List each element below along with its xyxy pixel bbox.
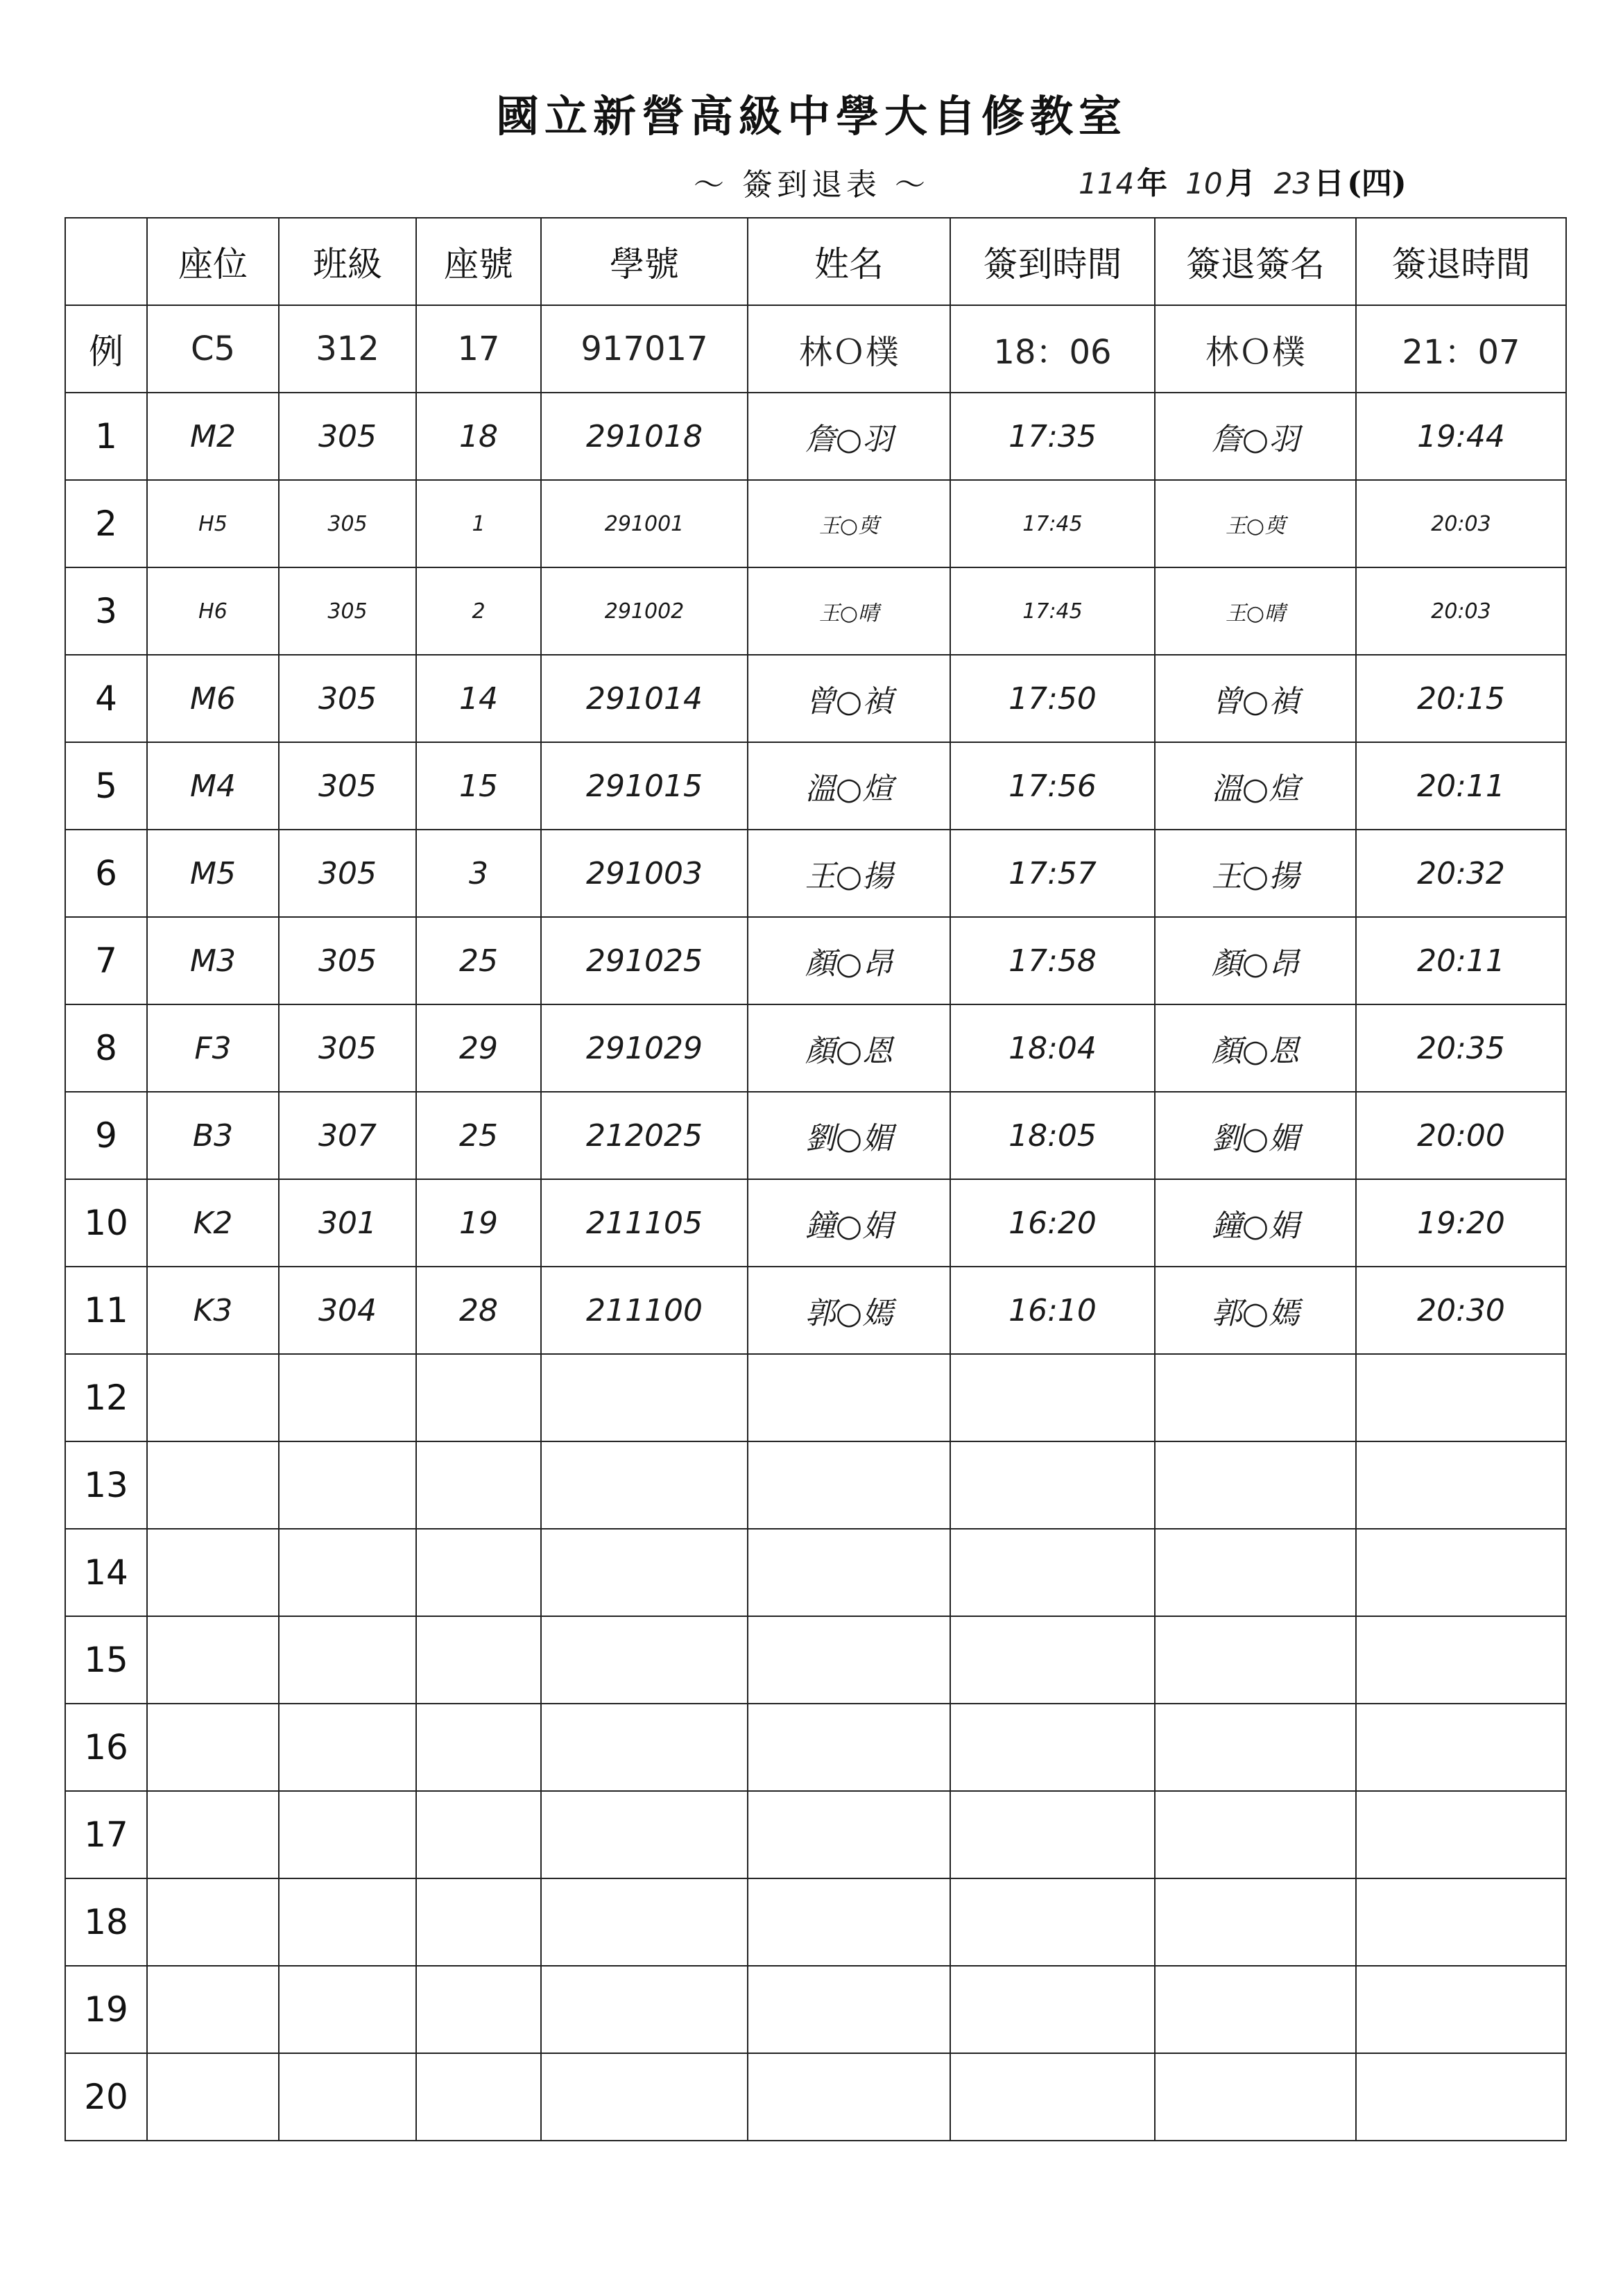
cell-student-id: 291002 (541, 567, 748, 655)
cell-checkout: 20:32 (1356, 830, 1566, 917)
cell-student-id: 291018 (541, 393, 748, 480)
cell-class: 305 (279, 567, 416, 655)
cell-checkout-sign: 曾○禎 (1155, 655, 1356, 742)
cell-checkin (950, 1441, 1155, 1529)
example-row (65, 305, 1566, 393)
cell-checkout: 20:03 (1356, 480, 1566, 567)
signin-table (65, 217, 1567, 2141)
cell-seat: H5 (147, 480, 279, 567)
cell-checkout (1356, 1966, 1566, 2053)
cell-name: 王○揚 (748, 830, 950, 917)
row-label: 14 (65, 1529, 147, 1616)
cell-number: 14 (416, 655, 541, 742)
cell-name: 顏○昂 (748, 917, 950, 1004)
cell-name (748, 1441, 950, 1529)
cell-number: 19 (416, 1179, 541, 1267)
cell-checkin (950, 2053, 1155, 2141)
cell-student-id (541, 2053, 748, 2141)
page-title: 國立新營高級中學大自修教室 (495, 91, 1127, 142)
cell-checkout-sign: 王○晴 (1155, 567, 1356, 655)
cell-checkout-sign (1155, 1966, 1356, 2053)
cell-checkin (950, 1529, 1155, 1616)
form-subtitle: ～ 簽到退表 ～ (694, 167, 929, 203)
table-row (65, 1354, 1566, 1441)
cell-class (279, 1878, 416, 1966)
cell-number (416, 1616, 541, 1704)
cell-checkout-sign: 鐘○娟 (1155, 1179, 1356, 1267)
cell-checkout-sign (1155, 1704, 1356, 1791)
row-label: 19 (65, 1966, 147, 2053)
cell-seat: M3 (147, 917, 279, 1004)
row-label: 例 (65, 305, 147, 393)
row-label: 13 (65, 1441, 147, 1529)
cell-checkout-sign (1155, 1616, 1356, 1704)
date-year-unit: 年 (1137, 166, 1168, 201)
cell-number (416, 1966, 541, 2053)
cell-name: 郭○嫣 (748, 1267, 950, 1354)
row-label: 16 (65, 1704, 147, 1791)
cell-checkout-sign (1155, 1354, 1356, 1441)
cell-checkout: 20:03 (1356, 567, 1566, 655)
cell-checkout (1356, 1616, 1566, 1704)
cell-checkin: 18:05 (950, 1092, 1155, 1179)
cell-class (279, 1966, 416, 2053)
row-label: 8 (65, 1004, 147, 1092)
cell-seat: M4 (147, 742, 279, 830)
date-day: 23 (1273, 166, 1312, 200)
cell-name: 王○萸 (748, 480, 950, 567)
cell-checkin: 18：06 (950, 305, 1155, 393)
cell-checkin (950, 1354, 1155, 1441)
row-label: 2 (65, 480, 147, 567)
cell-checkout: 21：07 (1356, 305, 1566, 393)
row-label: 15 (65, 1616, 147, 1704)
table-row (65, 480, 1566, 567)
cell-class (279, 1441, 416, 1529)
cell-checkin: 17:50 (950, 655, 1155, 742)
cell-checkout: 20:15 (1356, 655, 1566, 742)
cell-student-id: 212025 (541, 1092, 748, 1179)
cell-number: 3 (416, 830, 541, 917)
cell-checkout-sign: 劉○媚 (1155, 1092, 1356, 1179)
cell-checkout: 20:35 (1356, 1004, 1566, 1092)
cell-student-id (541, 1966, 748, 2053)
cell-number: 1 (416, 480, 541, 567)
cell-name: 溫○煊 (748, 742, 950, 830)
cell-checkout: 19:44 (1356, 393, 1566, 480)
cell-number: 28 (416, 1267, 541, 1354)
column-header-name: 姓名 (748, 218, 950, 305)
date-month: 10 (1185, 166, 1223, 200)
cell-class: 305 (279, 655, 416, 742)
cell-name: 顏○恩 (748, 1004, 950, 1092)
table-row (65, 1529, 1566, 1616)
cell-name: 鐘○娟 (748, 1179, 950, 1267)
cell-number (416, 1878, 541, 1966)
row-label: 18 (65, 1878, 147, 1966)
cell-name (748, 2053, 950, 2141)
cell-student-id (541, 1354, 748, 1441)
table-row (65, 1004, 1566, 1092)
column-header-seat: 座位 (147, 218, 279, 305)
table-row (65, 830, 1566, 917)
cell-number: 29 (416, 1004, 541, 1092)
row-label: 4 (65, 655, 147, 742)
cell-name (748, 1616, 950, 1704)
cell-seat (147, 1616, 279, 1704)
cell-student-id: 291015 (541, 742, 748, 830)
table-row (65, 1966, 1566, 2053)
cell-class: 305 (279, 393, 416, 480)
cell-class (279, 1529, 416, 1616)
cell-seat: C5 (147, 305, 279, 393)
cell-student-id (541, 1704, 748, 1791)
cell-checkout-sign: 王○揚 (1155, 830, 1356, 917)
cell-student-id (541, 1529, 748, 1616)
cell-checkout: 20:00 (1356, 1092, 1566, 1179)
cell-class (279, 2053, 416, 2141)
cell-checkin (950, 1704, 1155, 1791)
cell-seat: M6 (147, 655, 279, 742)
row-label: 7 (65, 917, 147, 1004)
cell-name: 王○晴 (748, 567, 950, 655)
cell-seat (147, 1441, 279, 1529)
cell-number (416, 1791, 541, 1878)
table-row (65, 1092, 1566, 1179)
cell-checkin: 17:35 (950, 393, 1155, 480)
cell-seat: F3 (147, 1004, 279, 1092)
cell-name (748, 1791, 950, 1878)
cell-checkout (1356, 1529, 1566, 1616)
cell-checkout: 20:11 (1356, 742, 1566, 830)
cell-student-id: 291003 (541, 830, 748, 917)
cell-name: 林Ｏ樸 (748, 305, 950, 393)
table-row (65, 1616, 1566, 1704)
row-label: 5 (65, 742, 147, 830)
row-label: 20 (65, 2053, 147, 2141)
cell-checkout-sign: 詹○羽 (1155, 393, 1356, 480)
cell-checkout (1356, 2053, 1566, 2141)
cell-checkout-sign (1155, 1791, 1356, 1878)
cell-seat (147, 1791, 279, 1878)
cell-class: 301 (279, 1179, 416, 1267)
cell-name: 劉○媚 (748, 1092, 950, 1179)
cell-checkin: 17:57 (950, 830, 1155, 917)
cell-class: 305 (279, 830, 416, 917)
row-label: 6 (65, 830, 147, 917)
cell-checkin: 17:56 (950, 742, 1155, 830)
cell-number: 25 (416, 1092, 541, 1179)
cell-class: 305 (279, 742, 416, 830)
cell-student-id: 211100 (541, 1267, 748, 1354)
cell-student-id: 917017 (541, 305, 748, 393)
table-row (65, 1878, 1566, 1966)
cell-name: 詹○羽 (748, 393, 950, 480)
cell-name (748, 1529, 950, 1616)
row-label: 3 (65, 567, 147, 655)
cell-checkout: 20:30 (1356, 1267, 1566, 1354)
cell-seat: H6 (147, 567, 279, 655)
column-header-checkout-sign: 簽退簽名 (1155, 218, 1356, 305)
cell-class: 305 (279, 480, 416, 567)
cell-checkout-sign (1155, 2053, 1356, 2141)
cell-checkout-sign: 林Ｏ樸 (1155, 305, 1356, 393)
cell-checkout: 20:11 (1356, 917, 1566, 1004)
row-label: 12 (65, 1354, 147, 1441)
cell-class (279, 1791, 416, 1878)
date-weekday: (四) (1347, 166, 1407, 201)
cell-seat: M5 (147, 830, 279, 917)
column-header-class: 班級 (279, 218, 416, 305)
cell-number: 15 (416, 742, 541, 830)
row-label: 10 (65, 1179, 147, 1267)
table-row (65, 742, 1566, 830)
cell-number (416, 1441, 541, 1529)
cell-checkout-sign: 顏○恩 (1155, 1004, 1356, 1092)
cell-name: 曾○禎 (748, 655, 950, 742)
cell-checkout (1356, 1791, 1566, 1878)
date-month-unit: 月 (1225, 166, 1256, 201)
cell-class (279, 1704, 416, 1791)
cell-class: 304 (279, 1267, 416, 1354)
cell-seat: B3 (147, 1092, 279, 1179)
cell-name (748, 1354, 950, 1441)
cell-checkin: 18:04 (950, 1004, 1155, 1092)
table-row (65, 1791, 1566, 1878)
column-header-corner (65, 218, 147, 305)
cell-seat (147, 1966, 279, 2053)
table-body (65, 305, 1566, 2141)
cell-number: 2 (416, 567, 541, 655)
cell-number (416, 1354, 541, 1441)
cell-checkout-sign: 王○萸 (1155, 480, 1356, 567)
cell-student-id: 291001 (541, 480, 748, 567)
cell-seat (147, 1529, 279, 1616)
cell-class: 312 (279, 305, 416, 393)
cell-name (748, 1966, 950, 2053)
column-header-number: 座號 (416, 218, 541, 305)
table-row (65, 1441, 1566, 1529)
table-row (65, 567, 1566, 655)
cell-class: 307 (279, 1092, 416, 1179)
cell-checkout-sign (1155, 1529, 1356, 1616)
cell-checkout-sign: 郭○嫣 (1155, 1267, 1356, 1354)
cell-checkin: 16:20 (950, 1179, 1155, 1267)
cell-student-id (541, 1616, 748, 1704)
cell-checkin (950, 1966, 1155, 2053)
table-row (65, 655, 1566, 742)
cell-number (416, 1529, 541, 1616)
cell-number (416, 1704, 541, 1791)
cell-checkout-sign: 溫○煊 (1155, 742, 1356, 830)
cell-student-id: 211105 (541, 1179, 748, 1267)
row-label: 1 (65, 393, 147, 480)
table-row (65, 917, 1566, 1004)
cell-seat (147, 1354, 279, 1441)
cell-seat: K2 (147, 1179, 279, 1267)
cell-name (748, 1878, 950, 1966)
cell-checkout: 19:20 (1356, 1179, 1566, 1267)
cell-checkout (1356, 1704, 1566, 1791)
cell-checkout (1356, 1354, 1566, 1441)
cell-checkin (950, 1791, 1155, 1878)
cell-number: 17 (416, 305, 541, 393)
column-header-checkin-time: 簽到時間 (950, 218, 1155, 305)
row-label: 11 (65, 1267, 147, 1354)
cell-seat: K3 (147, 1267, 279, 1354)
cell-number: 18 (416, 393, 541, 480)
cell-seat (147, 1704, 279, 1791)
table-row (65, 1704, 1566, 1791)
cell-checkin (950, 1616, 1155, 1704)
cell-checkout (1356, 1878, 1566, 1966)
cell-class (279, 1354, 416, 1441)
cell-checkin: 17:45 (950, 480, 1155, 567)
cell-class (279, 1616, 416, 1704)
cell-checkout-sign (1155, 1878, 1356, 1966)
table-header-row (65, 218, 1566, 305)
cell-seat (147, 2053, 279, 2141)
cell-number: 25 (416, 917, 541, 1004)
column-header-checkout-time: 簽退時間 (1356, 218, 1566, 305)
table-row (65, 1179, 1566, 1267)
cell-checkin: 16:10 (950, 1267, 1155, 1354)
table-row (65, 2053, 1566, 2141)
cell-checkin (950, 1878, 1155, 1966)
cell-student-id: 291025 (541, 917, 748, 1004)
cell-checkout-sign: 顏○昂 (1155, 917, 1356, 1004)
date-year: 114 (1079, 166, 1135, 200)
cell-student-id: 291014 (541, 655, 748, 742)
column-header-student-id: 學號 (541, 218, 748, 305)
cell-name (748, 1704, 950, 1791)
cell-checkin: 17:45 (950, 567, 1155, 655)
cell-student-id: 291029 (541, 1004, 748, 1092)
cell-seat: M2 (147, 393, 279, 480)
cell-student-id (541, 1441, 748, 1529)
date-day-unit: 日 (1314, 166, 1345, 201)
cell-seat (147, 1878, 279, 1966)
table-row (65, 393, 1566, 480)
cell-class: 305 (279, 917, 416, 1004)
row-label: 9 (65, 1092, 147, 1179)
cell-student-id (541, 1791, 748, 1878)
cell-checkout (1356, 1441, 1566, 1529)
table-row (65, 1267, 1566, 1354)
cell-checkin: 17:58 (950, 917, 1155, 1004)
cell-student-id (541, 1878, 748, 1966)
cell-checkout-sign (1155, 1441, 1356, 1529)
date-line (1079, 158, 1550, 203)
row-label: 17 (65, 1791, 147, 1878)
cell-class: 305 (279, 1004, 416, 1092)
cell-number (416, 2053, 541, 2141)
